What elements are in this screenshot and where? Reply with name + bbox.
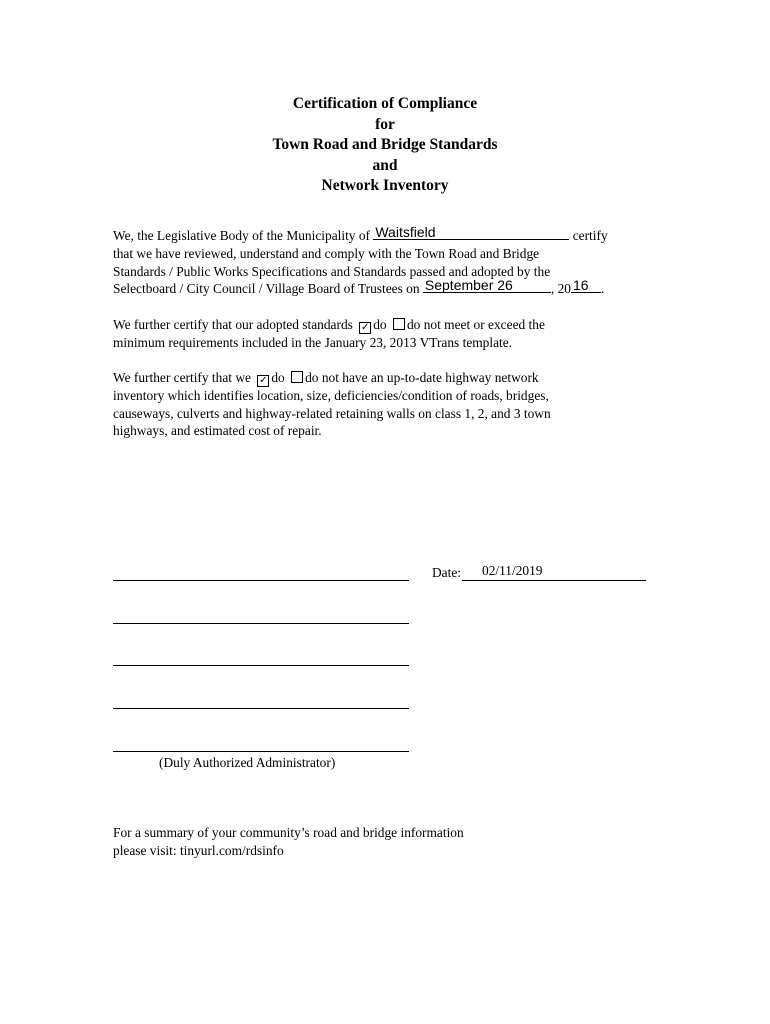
standards-paragraph [113, 316, 673, 352]
signature-line-2[interactable] [113, 623, 409, 624]
title-line-2: for [375, 115, 395, 133]
adoption-date-field[interactable] [423, 277, 551, 294]
inventory-do-label: do [271, 370, 289, 385]
signature-line-3[interactable] [113, 665, 409, 666]
signature-line-1[interactable] [113, 580, 409, 581]
standards-do-label: do [373, 317, 390, 332]
document-title [0, 94, 770, 197]
footer-note [113, 824, 464, 859]
para2-text: We further certify that our adopted standards [113, 317, 357, 332]
check-icon: ✓ [259, 375, 268, 386]
para1-text: . [600, 281, 605, 297]
para3-line-2: inventory which identifies location, size, deficiencies/condition of roads, bridges, [113, 387, 549, 403]
municipality-value: Waitsfield [375, 224, 436, 240]
signature-line-4[interactable] [113, 708, 409, 709]
para1-line-2: that we have reviewed, understand and comply with the Town Road and Bridge [113, 245, 540, 261]
title-line-1: Certification of Compliance [292, 95, 478, 112]
inventory-do-not-checkbox[interactable] [291, 371, 303, 383]
date-label: Date: [432, 565, 461, 580]
para3-line-4: highways, and estimated cost of repair. [113, 423, 322, 439]
para1-text: , 20 [550, 281, 571, 297]
standards-do-not-checkbox[interactable] [393, 318, 405, 330]
adoption-date-value: September 26 [424, 277, 513, 294]
footer-line-2: please visit: tinyurl.com/rdsinfo [113, 842, 284, 858]
adoption-year-field[interactable] [571, 277, 601, 294]
check-icon: ✓ [361, 322, 370, 333]
para1-text: We, the Legislative Body of the Municipality of [113, 228, 374, 243]
inventory-paragraph [113, 369, 673, 440]
inventory-do-checkbox[interactable] [257, 375, 269, 387]
para2-line-2: minimum requirements included in the January 23, 2013 VTrans template. [113, 334, 513, 350]
administrator-label: (Duly Authorized Administrator) [159, 755, 336, 770]
title-line-3: Town Road and Bridge Standards [272, 136, 498, 153]
para1-text: Selectboard / City Council / Village Board of Trustees on [113, 281, 423, 297]
para1-text: certify [569, 228, 608, 243]
footer-line-1: For a summary of your community’s road and bridge information [113, 825, 464, 840]
signature-line-5[interactable] [113, 751, 409, 752]
para1-line-3: Standards / Public Works Specifications and Standards passed and adopted by the [113, 263, 551, 279]
inventory-do-not-label: do not have an up-to-date highway network [305, 370, 539, 385]
date-value: 02/11/2019 [482, 563, 543, 578]
compliance-paragraph [113, 224, 673, 298]
title-line-4: and [372, 156, 398, 174]
title-line-5: Network Inventory [321, 177, 449, 194]
adoption-year-value: 16 [572, 277, 589, 294]
standards-do-not-label: do not meet or exceed the [406, 317, 545, 332]
para3-line-3: causeways, culverts and highway-related retaining walls on class 1, 2, and 3 town [113, 405, 551, 421]
standards-do-checkbox[interactable] [359, 322, 371, 334]
para3-text: We further certify that we [113, 370, 255, 385]
municipality-field[interactable] [373, 224, 569, 240]
date-field[interactable] [462, 580, 646, 581]
